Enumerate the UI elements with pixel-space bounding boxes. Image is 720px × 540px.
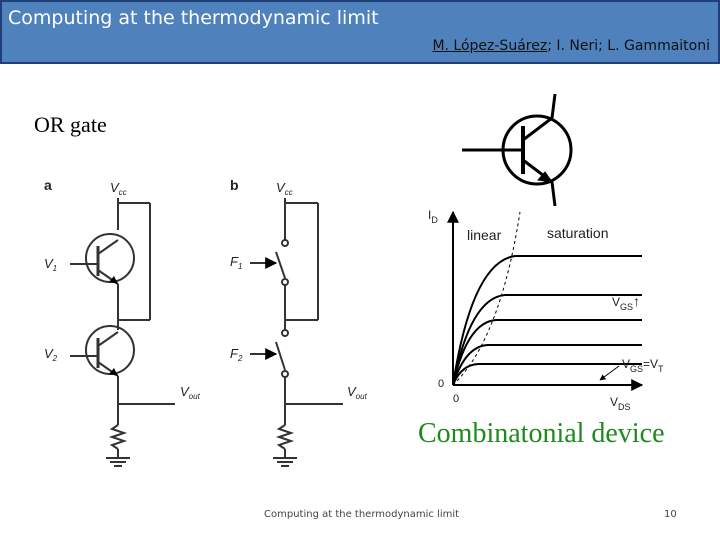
panel-b-label: b bbox=[230, 177, 239, 193]
page-number: 10 bbox=[664, 509, 677, 520]
resistor-icon bbox=[279, 425, 291, 449]
switch-contact bbox=[282, 240, 288, 246]
author-3: L. Gammaitoni bbox=[607, 38, 710, 54]
v1-label: $V_1$ bbox=[44, 256, 58, 273]
vgs-label: $V_{GS}↑$ bbox=[612, 293, 641, 312]
switch-contact bbox=[282, 279, 288, 285]
iv-curve bbox=[453, 320, 642, 385]
resistor-icon bbox=[112, 425, 124, 449]
circuit-panel-b bbox=[250, 198, 343, 466]
vcc-label-b: $V_{cc}$ bbox=[276, 180, 293, 197]
transistor-1-circle bbox=[86, 234, 134, 282]
vgs-threshold-label: $V_{GS}=V_T$ bbox=[622, 357, 664, 374]
panel-a-label: a bbox=[44, 177, 52, 193]
iv-characteristic-plot bbox=[428, 208, 664, 412]
origin-x-label: 0 bbox=[453, 393, 460, 405]
switch-2-blade bbox=[276, 342, 285, 370]
origin-y-label: 0 bbox=[438, 378, 445, 390]
vcc-label-a: $V_{cc}$ bbox=[110, 180, 127, 197]
switch-1-blade bbox=[276, 252, 285, 278]
circuit-panel-a bbox=[70, 198, 175, 466]
bjt-transistor-symbol bbox=[462, 94, 571, 206]
transistor-2-circle bbox=[86, 326, 134, 374]
author-2: I. Neri bbox=[556, 38, 599, 54]
switch-contact bbox=[282, 330, 288, 336]
vout-label-b: $V_{out}$ bbox=[347, 384, 367, 401]
x-axis-label: $V_{DS}$ bbox=[610, 395, 631, 412]
f1-label: $F_1$ bbox=[230, 254, 243, 271]
or-gate-title: OR gate bbox=[34, 112, 107, 137]
v2-label: $V_2$ bbox=[44, 346, 58, 363]
wire bbox=[98, 240, 118, 254]
switch-contact bbox=[282, 371, 288, 377]
wire bbox=[98, 332, 118, 346]
combinational-device-caption: Combinatonial device bbox=[418, 418, 665, 449]
vt-pointer-arrow bbox=[600, 366, 619, 380]
saturation-region-label: saturation bbox=[547, 225, 609, 241]
author-separator: ; bbox=[547, 38, 557, 54]
footer-text: Computing at the thermodynamic limit bbox=[264, 509, 460, 520]
f2-label: $F_2$ bbox=[230, 346, 243, 363]
author-1: M. López-Suárez bbox=[432, 38, 548, 54]
linear-region-label: linear bbox=[467, 227, 502, 243]
iv-curve bbox=[453, 364, 642, 385]
transistor-emitter-lead bbox=[552, 182, 555, 206]
header-title: Computing at the thermodynamic limit bbox=[8, 7, 379, 29]
transistor-collector-lead bbox=[552, 94, 555, 118]
y-axis-label: $I_D$ bbox=[428, 208, 438, 225]
author-separator: ; bbox=[598, 38, 608, 54]
transistor-collector-line bbox=[523, 118, 552, 140]
vout-label-a: $V_{out}$ bbox=[180, 384, 200, 401]
